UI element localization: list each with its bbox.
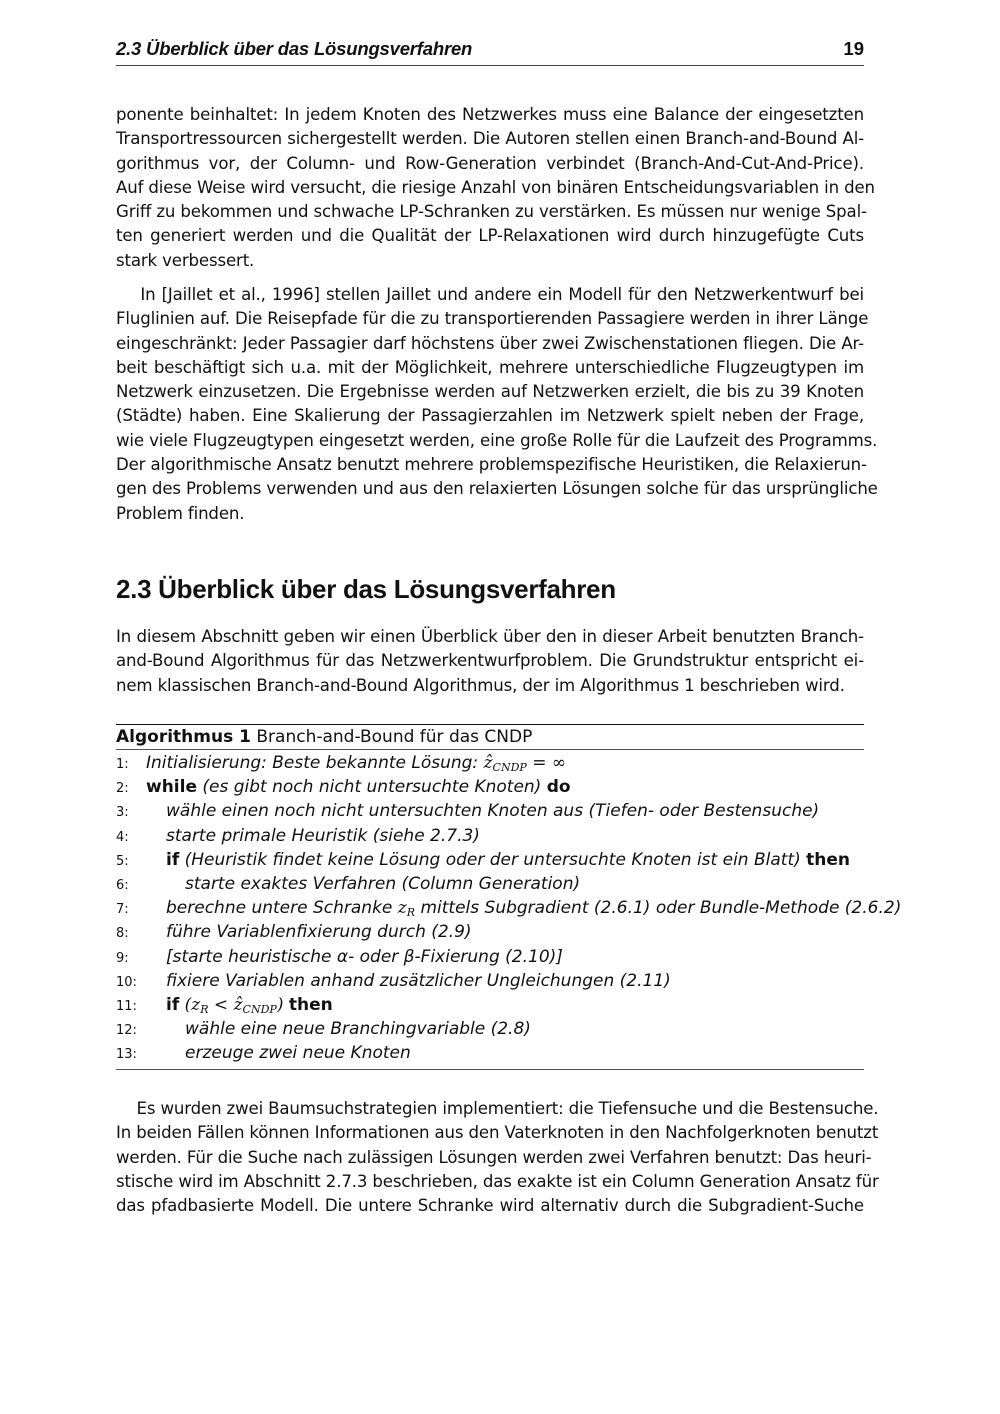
text-line: In diesem Abschnitt geben wir einen Überblick über den in dieser Arbeit benutzten Branch-	[116, 627, 864, 646]
text-line: gorithmus vor, der Column- und Row-Generation verbindet (Branch-And-Cut-And-Price).	[116, 153, 864, 173]
line-number: 9:	[116, 950, 129, 966]
algorithm-line-7	[116, 896, 902, 920]
text-line: ponente beinhaltet: In jedem Knoten des Netzwerkes muss eine Balance der eingesetzten	[116, 105, 864, 124]
text-line: wie viele Flugzeugtypen eingesetzt werden, eine große Rolle für die Laufzeit des Programms.	[116, 430, 878, 450]
math-condition: < ẑ	[208, 994, 243, 1015]
keyword-do: do	[546, 777, 571, 798]
algorithm-line-11	[116, 993, 864, 1017]
algo-text: starte exaktes Verfahren (Column Generation)	[185, 873, 581, 894]
algo-text: starte primale Heuristik (siehe 2.7.3)	[166, 825, 480, 846]
text-line: Problem finden.	[116, 503, 245, 523]
algorithm-line-6	[116, 872, 864, 896]
math-subscript: CNDP	[492, 761, 527, 774]
line-number: 7:	[116, 902, 129, 918]
algorithm-line-10	[116, 969, 864, 993]
text-line: eingeschränkt: Jeder Passagier darf höchstens über zwei Zwischenstationen fliegen. Die Ar-	[116, 333, 864, 353]
paragraph-jaillet-model	[116, 283, 878, 526]
line-number: 2:	[116, 781, 129, 797]
algorithm-line-9	[116, 945, 864, 969]
algo-text: wähle einen noch nicht untersuchten Knoten aus (Tiefen- oder Bestensuche)	[166, 801, 820, 822]
text-line: Der algorithmische Ansatz benutzt mehrere problemspezifische Heuristiken, die Relaxierun-	[116, 455, 867, 475]
algorithm-caption-text: Branch-and-Bound für das CNDP	[256, 727, 533, 747]
line-number: 10:	[116, 974, 137, 990]
algorithm-caption	[116, 725, 864, 750]
text-line: Griff zu bekommen und schwache LP-Schranken zu verstärken. Es müssen nur wenige Spal-	[116, 202, 867, 222]
text-line: Netzwerk einzusetzen. Die Ergebnisse werden auf Netzwerken erzielt, die bis zu 39 Knoten	[116, 382, 864, 402]
line-number: 12:	[116, 1023, 137, 1039]
algorithm-line-2	[116, 775, 864, 799]
text-line: stische wird im Abschnitt 2.7.3 beschrieben, das exakte ist ein Column Generation Ansatz für	[116, 1171, 879, 1191]
line-number: 13:	[116, 1047, 137, 1063]
section-heading: 2.3 Überblick über das Lösungsverfahren	[116, 574, 616, 604]
algo-text: (Heuristik findet keine Lösung oder der untersuchte Knoten ist ein Blatt)	[179, 849, 807, 870]
text-line: Es wurden zwei Baumsuchstrategien implementiert: die Tiefensuche und die Bestensuche.	[116, 1099, 879, 1118]
text-line: ten generiert werden und die Qualität der LP-Relaxationen wird durch hinzugefügte Cuts	[116, 226, 864, 246]
paragraph-search-strategies	[116, 1097, 879, 1218]
algorithm-bottom-rule	[116, 1069, 864, 1070]
algo-text: führe Variablenfixierung durch (2.9)	[166, 922, 472, 943]
algorithm-line-5	[116, 848, 864, 872]
text-line: Fluglinien auf. Die Reisepfade für die zu transportierenden Passagiere werden in ihrer Länge	[116, 309, 869, 329]
text-line: In beiden Fällen können Informationen aus den Vaterknoten in den Nachfolgerknoten benutzt	[116, 1123, 879, 1143]
text-line: Transportressourcen sichergestellt werden. Die Autoren stellen einen Branch-and-Bound Al-	[116, 129, 864, 149]
text-line: gen des Problems verwenden und aus den relaxierten Lösungen solche für das ursprüngliche	[116, 479, 878, 499]
text-line: stark verbessert.	[116, 250, 255, 270]
math-condition: )	[276, 994, 289, 1015]
algo-text: : Beste bekannte Lösung:	[261, 753, 484, 773]
math-subscript: R	[200, 1002, 209, 1016]
algorithm-line-8	[116, 920, 864, 944]
text-line: In [Jaillet et al., 1996] stellen Jaillet und andere ein Modell für den Netzwerkentwurf bei	[116, 285, 864, 304]
algorithm-lines	[116, 750, 902, 1065]
text-line: das pfadbasierte Modell. Die untere Schranke wird alternativ durch die Subgradient-Suche	[116, 1196, 864, 1216]
math-condition: (z	[179, 994, 201, 1015]
algo-text: fixiere Variablen anhand zusätzlicher Ungleichungen (2.11)	[166, 970, 671, 991]
running-header	[116, 38, 864, 66]
keyword-then: then	[806, 849, 851, 870]
algo-text: (es gibt noch nicht untersuchte Knoten)	[197, 777, 547, 798]
math-z: z	[397, 898, 407, 919]
keyword-if: if	[166, 849, 180, 870]
line-number: 4:	[116, 829, 129, 845]
keyword-if: if	[166, 994, 180, 1015]
algorithm-box	[116, 724, 902, 1070]
algo-keyword-text: Initialisierung	[146, 753, 262, 773]
line-number: 3:	[116, 805, 129, 821]
keyword-while: while	[146, 777, 197, 798]
algorithm-line-13	[116, 1041, 864, 1065]
math-equals-infinity: = ∞	[526, 753, 567, 773]
math-subscript: R	[406, 906, 416, 920]
text-line: werden. Für die Suche nach zulässigen Lösungen werden zwei Verfahren benutzt: Das heuri-	[116, 1147, 872, 1167]
algo-text: [starte heuristische α- oder β-Fixierung (2.10)]	[166, 946, 563, 967]
line-number: 11:	[116, 998, 137, 1014]
algo-text: wähle eine neue Branchingvariable (2.8)	[185, 1019, 531, 1040]
running-header-title: 2.3 Überblick über das Lösungsverfahren	[116, 38, 473, 59]
algo-text: berechne untere Schranke	[166, 898, 398, 919]
text-line: beit beschäftigt sich u.a. mit der Möglichkeit, mehrere unterschiedliche Flugzeugtypen im	[116, 357, 864, 377]
algorithm-line-4	[116, 824, 864, 848]
page-number: 19	[843, 38, 864, 59]
paragraph-section-intro	[116, 625, 864, 698]
line-number: 6:	[116, 877, 129, 893]
text-line: and-Bound Algorithmus für das Netzwerkentwurfproblem. Die Grundstruktur entspricht ei-	[116, 651, 864, 671]
paragraph-jaillet-intro-continuation	[116, 103, 875, 273]
text-line: Auf diese Weise wird versucht, die riesige Anzahl von binären Entscheidungsvariablen in den	[116, 177, 875, 197]
algorithm-line-12	[116, 1017, 864, 1041]
keyword-then: then	[288, 994, 333, 1015]
algorithm-label: Algorithmus 1	[116, 727, 251, 747]
algo-text: mittels Subgradient (2.6.1) oder Bundle-Methode (2.6.2)	[415, 898, 902, 919]
math-zhat: ẑ	[483, 753, 493, 773]
text-line: (Städte) haben. Eine Skalierung der Passagierzahlen im Netzwerk spielt neben der Frage,	[116, 406, 864, 426]
line-number: 8:	[116, 926, 129, 942]
text-line: nem klassischen Branch-and-Bound Algorithmus, der im Algorithmus 1 beschrieben wird.	[116, 675, 845, 695]
algo-text: erzeuge zwei neue Knoten	[185, 1043, 411, 1064]
algorithm-line-3	[116, 799, 864, 823]
math-subscript: CNDP	[242, 1002, 277, 1016]
line-number: 5:	[116, 853, 129, 869]
line-number: 1:	[116, 757, 129, 772]
algorithm-line-1	[116, 751, 864, 775]
